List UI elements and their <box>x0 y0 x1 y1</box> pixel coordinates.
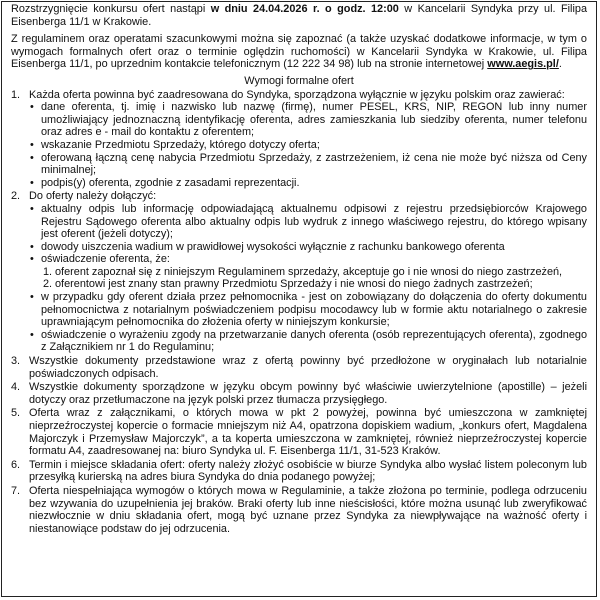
requirements-list <box>11 89 587 536</box>
list-item: • dowody uiszczenia wadium w prawidłowej wysokości wyłącznie z rachunku bankowego oferenta <box>30 240 505 253</box>
section-heading: Wymogi formalne ofert <box>244 74 354 87</box>
item-text: Wszystkie dokumenty sporządzone w języku obcym powinny być właściwie uwierzytelnione (apostille) – jeżeli dotyczy oraz przetłumaczone na język polski przez tłumacza przysięgłego. <box>29 381 587 406</box>
requirement-item-7 <box>11 485 587 535</box>
bullet-icon: • <box>30 202 34 215</box>
list-item: • dane oferenta, tj. imię i nazwisko lub nazwę (firmę), numer PESEL, KRS, NIP, REGON lub inny numer umożliwiający jednoznaczną identyfikację oferenta, adres zamieszkania lub siedziby oferenta, numer telefonu oraz adres e - mail do kontaktu z oferentem; <box>30 101 587 139</box>
bullet-icon: • <box>30 101 34 114</box>
item-number: 2. <box>11 190 21 203</box>
bullet-icon: • <box>30 151 34 164</box>
bullet-icon: • <box>30 240 34 253</box>
requirement-item-2 <box>11 190 587 354</box>
requirement-item-6 <box>11 459 587 484</box>
bullet-icon: • <box>30 176 34 189</box>
bullet-icon: • <box>30 253 34 266</box>
item-number: 1. <box>11 88 21 101</box>
regulations-info-paragraph: Z regulaminem oraz operatami szacunkowymi można się zapoznać (a także uzyskać dodatkowe informacje, w tym o wymogach formalnych ofert oraz o terminie oględzin ruchomości) w Kancelarii Syndyka w Krakowie, ul. Filipa Eisenberga 11/1, po uprzednim kontakcie telefonicznym (12 222 34 98) lub na stronie internetowej www.aegis.pl/. <box>11 33 587 71</box>
requirement-item-3 <box>11 355 587 380</box>
item-text: Do oferty należy dołączyć: <box>29 190 157 203</box>
requirement-item-5 <box>11 407 587 457</box>
bullet-icon: • <box>30 138 34 151</box>
declaration-sublist <box>41 266 587 291</box>
item-text: Wszystkie dokumenty przedstawione wraz z ofertą powinny być przedłożone w oryginałach lub notarialnie poświadczonych odpisach. <box>29 355 587 380</box>
item-text: Termin i miejsce składania ofert: oferty należy złożyć osobiście w biurze Syndyka albo wysłać listem poleconym lub przesyłką kurierską na adres biura Syndyka do dnia podanego powyżej; <box>29 458 587 484</box>
list-item: • w przypadku gdy oferent działa przez pełnomocnika - jest on zobowiązany do dołączenia do oferty dokumentu pełnomocnictwa z notarialnym poświadczeniem podpisu mocodawcy lub w formie aktu notarialnego o zakresie uprawniającym pełnomocnika do złożenia oferty w niniejszym konkursie; <box>30 291 587 329</box>
list-item: • wskazanie Przedmiotu Sprzedaży, którego dotyczy oferta; <box>30 138 320 151</box>
item-text: Oferta niespełniająca wymogów o których mowa w Regulaminie, a także złożona po terminie, podlega odrzuceniu bez wzywania do uzupełnienia jej braków. Braki oferty lub inne nieścisłości, które można usunąć lub zweryfikować niezwłocznie w dniu składania ofert, mogą być uznane przez Syndyka za niewpływające na ważność oferty i niestanowiące podstaw do jej odrzucenia. <box>29 484 587 535</box>
requirement-item-4 <box>11 381 587 406</box>
item-number: 4. <box>11 381 21 394</box>
list-item: • oferowaną łączną cenę nabycia Przedmiotu Sprzedaży, z zastrzeżeniem, iż cena nie może być niższa od Ceny minimalnej; <box>30 151 587 177</box>
sublist-item: 2. oferentowi jest znany stan prawny Przedmiotu Sprzedaży i nie wnosi do niego żadnych zastrzeżeń; <box>43 278 533 291</box>
list-item: • oświadczenie oferenta, że: 1. oferent zapoznał się z niniejszym Regulaminem sprzedaży, akceptuje go i nie wnosi do niego zastrzeżeń, 2. oferentowi jest znany stan prawny Przedmiotu Sprzedaży i nie wnosi do niego żadnych zastrzeżeń; <box>29 253 587 291</box>
item-number: 3. <box>11 355 21 368</box>
offer-contents-list <box>29 101 587 189</box>
item-number: 7. <box>11 484 21 497</box>
item-text: Każda oferta powinna być zaadresowana do Syndyka, sporządzona wyłącznie w języku polskim oraz zawierać: <box>29 88 565 101</box>
website-link[interactable]: www.aegis.pl/ <box>487 58 559 71</box>
bullet-icon: • <box>30 328 34 341</box>
item-number: 6. <box>11 458 21 471</box>
attachments-list <box>29 203 587 354</box>
announcement-date: w dniu 24.04.2026 r. o godz. 12:00 <box>210 3 399 15</box>
sublist-item: 1. oferent zapoznał się z niniejszym Regulaminem sprzedaży, akceptuje go i nie wnosi do niego zastrzeżeń, <box>43 265 563 278</box>
bullet-icon: • <box>30 291 34 304</box>
notice-frame <box>1 1 597 597</box>
list-item: • aktualny odpis lub informację odpowiadającą aktualnemu odpisowi z rejestru przedsiębiorców Krajowego Rejestru Sądowego oferenta albo aktualny odpis lub wydruk z innego właściwego rejestru, do którego wpisany jest oferent (jeżeli dotyczy); <box>30 202 587 241</box>
announcement-date-paragraph: Rozstrzygnięcie konkursu ofert nastąpi w dniu 24.04.2026 r. o godz. 12:00 w Kancelarii Syndyka przy ul. Filipa Eisenberga 11/1 w Krakowie. <box>11 3 588 28</box>
item-text: Oferta wraz z załącznikami, o których mowa w pkt 2 powyżej, powinna być umieszczona w zamkniętej nieprzeźroczystej kopercie o formacie mniejszym niż A4, opatrzona dopiskiem wadium, „konkurs ofert, Magdalena Majorczyk i Przemysław Majorczyk”, a ta koperta umieszczona w zamkniętej, również nieprzeźroczystej kopercie formatu A4, zaadresowanej na: biuro Syndyka ul. F. Eisenberga 11/1, 31-523 Kraków. <box>29 407 587 458</box>
requirement-item-1 <box>11 89 587 190</box>
item-number: 5. <box>11 407 21 420</box>
list-item: • oświadczenie o wyrażeniu zgody na przetwarzanie danych oferenta (osób reprezentujących oferenta), zgodnego z Załącznikiem nr 1 do Regulaminu; <box>30 328 587 354</box>
list-item: • podpis(y) oferenta, zgodnie z zasadami reprezentacji. <box>30 176 300 189</box>
